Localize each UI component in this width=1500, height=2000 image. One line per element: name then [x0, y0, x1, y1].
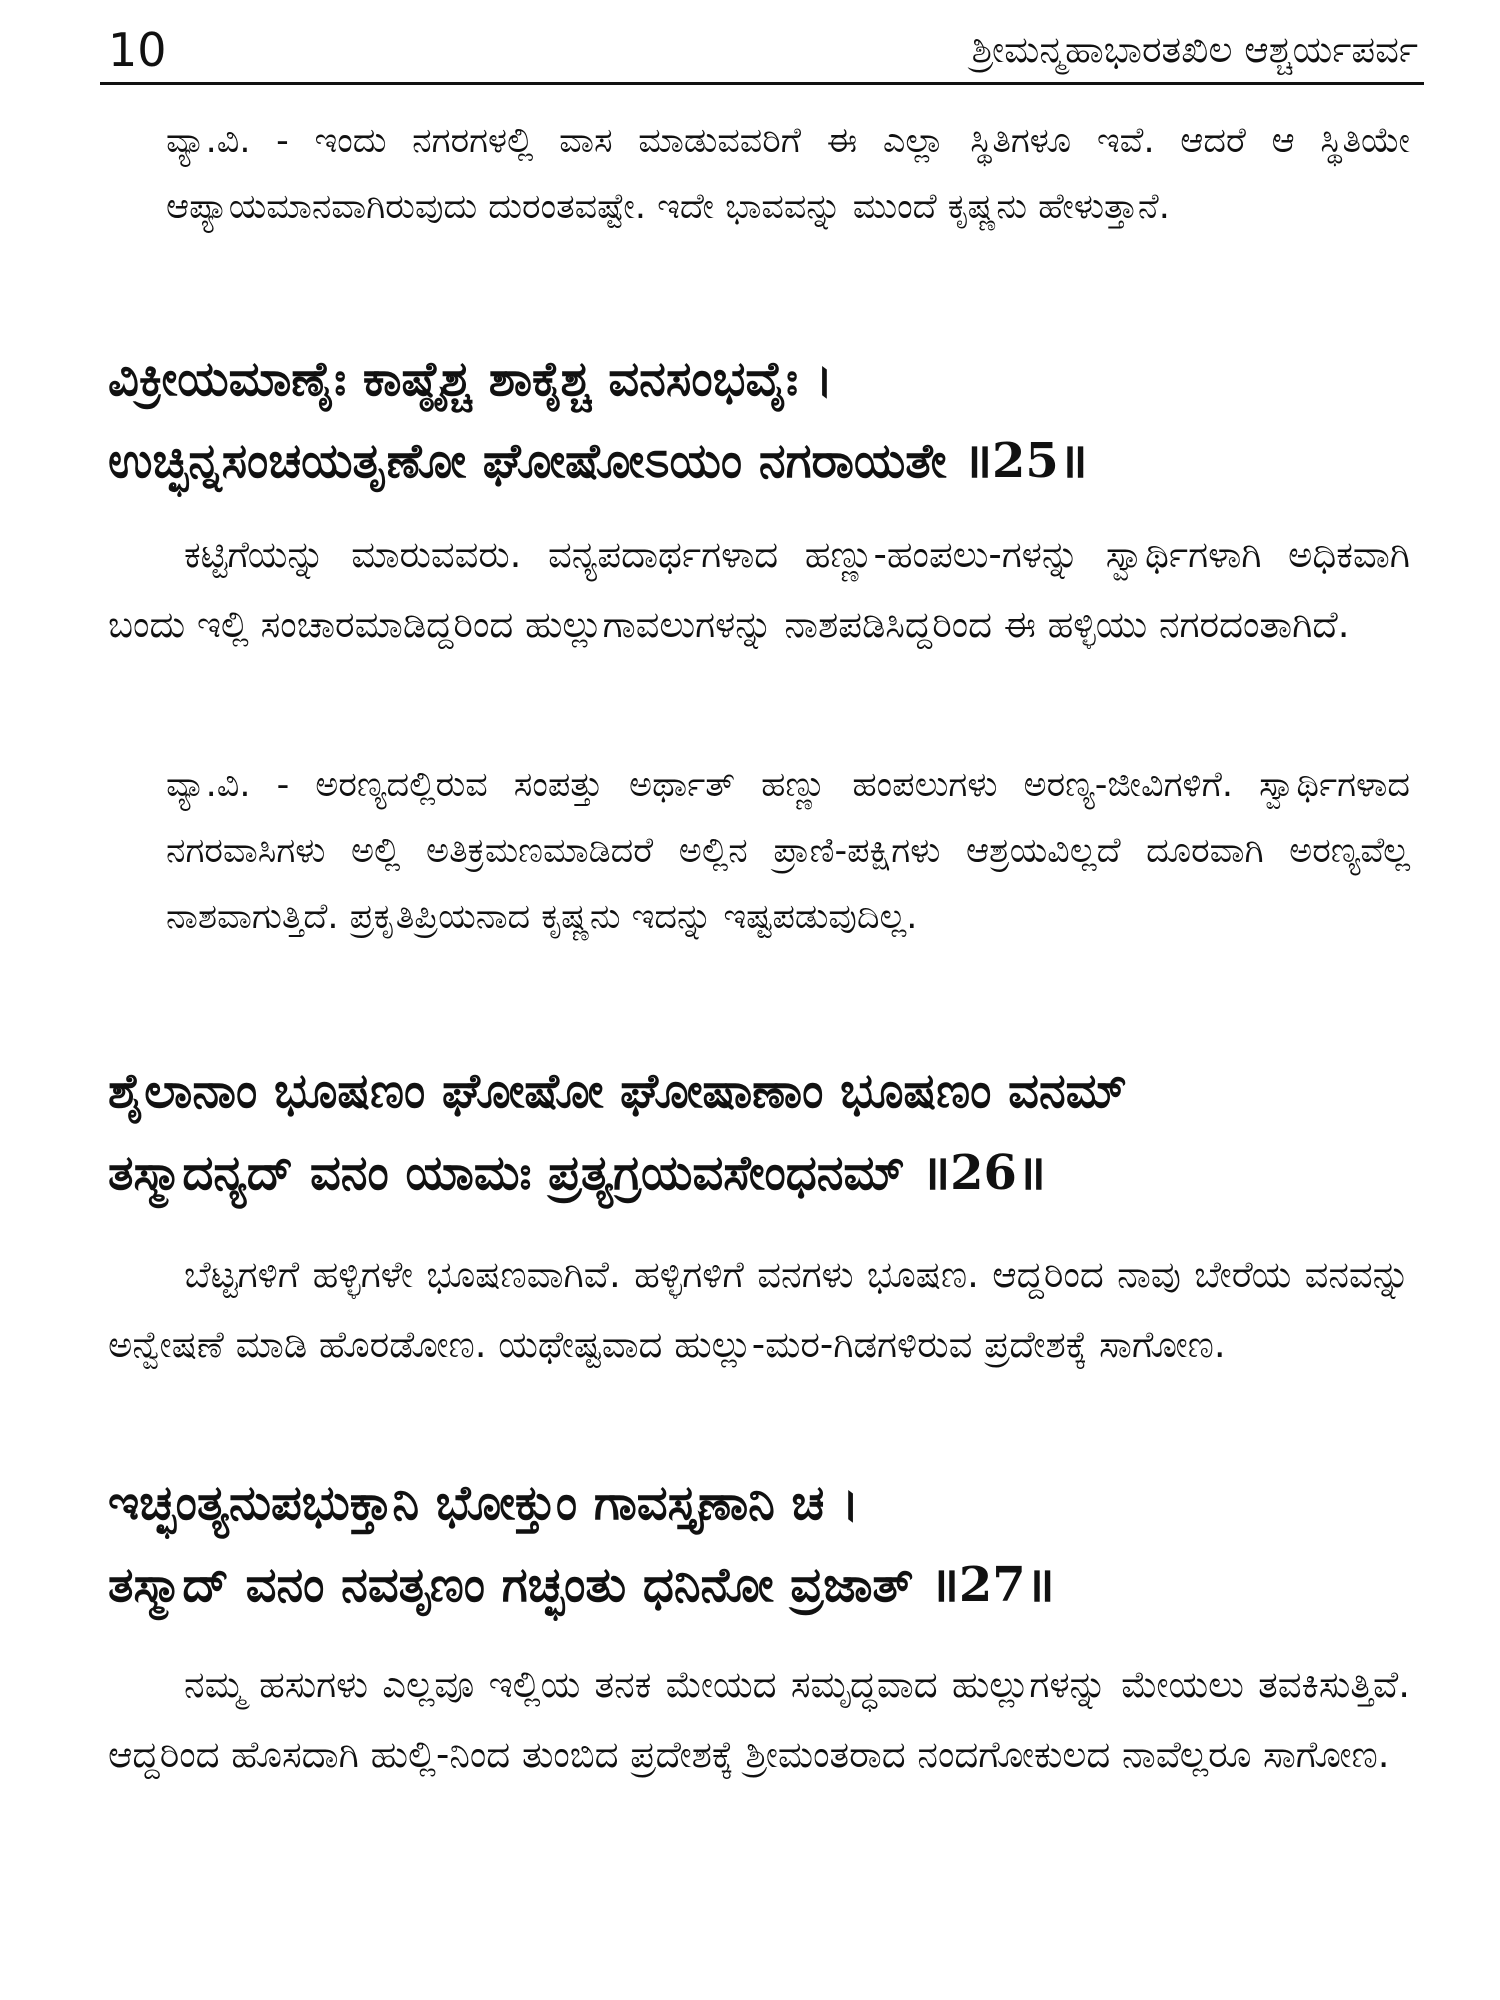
header-rule: [100, 82, 1424, 85]
translation-paragraph: ಕಟ್ಟಿಗೆಯನ್ನು ಮಾರುವವರು. ವನ್ಯಪದಾರ್ಥಗಳಾದ ಹಣ್ಣು-ಹಂಪಲು-ಗಳನ್ನು ಸ್ವಾರ್ಥಿಗಳಾಗಿ ಅಧಿಕವಾಗಿ ಬಂದು ಇಲ್ಲಿ ಸಂಚಾರಮಾಡಿದ್ದರಿಂದ ಹುಲ್ಲುಗಾವಲುಗಳನ್ನು ನಾಶಪಡಿಸಿದ್ದರಿಂದ ಈ ಹಳ್ಳಿಯು ನಗರದಂತಾಗಿದೆ.: [108, 533, 1410, 646]
sanskrit-verse-27: [108, 1462, 1418, 1626]
verse-number: ॥26॥: [921, 1145, 1046, 1201]
page-number: 10: [108, 23, 167, 77]
verse-line-with-number: [108, 1132, 1418, 1214]
verse-line: ಶೈಲಾನಾಂ ಭೂಷಣಂ ಘೋಷೋ ಘೋಷಾಣಾಂ ಭೂಷಣಂ ವನಮ್: [108, 1063, 1127, 1119]
translation-paragraph: ನಮ್ಮ ಹಸುಗಳು ಎಲ್ಲವೂ ಇಲ್ಲಿಯ ತನಕ ಮೇಯದ ಸಮೃದ್ಧವಾದ ಹುಲ್ಲುಗಳನ್ನು ಮೇಯಲು ತವಕಿಸುತ್ತಿವೆ. ಆದ್ದರಿಂದ ಹೊಸದಾಗಿ ಹುಲ್ಲಿ-ನಿಂದ ತುಂಬಿದ ಪ್ರದೇಶಕ್ಕೆ ಶ್ರೀಮಂತರಾದ ನಂದಗೋಕುಲದ ನಾವೆಲ್ಲರೂ ಸಾಗೋಣ.: [108, 1663, 1410, 1776]
verse-line: ವಿಕ್ರೀಯಮಾಣೈಃ ಕಾಷ್ಠೈಶ್ಚ ಶಾಕೈಶ್ಚ ವನಸಂಭವೈಃ ।: [108, 351, 834, 407]
verse-line-with-number: [108, 420, 1418, 502]
commentary-paragraph: ವ್ಯಾ.ವಿ. - ಅರಣ್ಯದಲ್ಲಿರುವ ಸಂಪತ್ತು ಅರ್ಥಾತ್ ಹಣ್ಣು ಹಂಪಲುಗಳು ಅರಣ್ಯ-ಜೀವಿಗಳಿಗೆ. ಸ್ವಾರ್ಥಿಗಳಾದ ನಗರವಾಸಿಗಳು ಅಲ್ಲಿ ಅತಿಕ್ರಮಣಮಾಡಿದರೆ ಅಲ್ಲಿನ ಪ್ರಾಣಿ-ಪಕ್ಷಿಗಳು ಆಶ್ರಯವಿಲ್ಲದೆ ದೂರವಾಗಿ ಅರಣ್ಯವೆಲ್ಲ ನಾಶವಾಗುತ್ತಿದೆ. ಪ್ರಕೃತಿಪ್ರಿಯನಾದ ಕೃಷ್ಣನು ಇದನ್ನು ಇಷ್ಟಪಡುವುದಿಲ್ಲ.: [166, 765, 1410, 937]
verse-line-with-number: [108, 1544, 1418, 1626]
verse-number: ॥27॥: [930, 1557, 1055, 1613]
sanskrit-verse-26: [108, 1050, 1418, 1214]
sanskrit-verse-25: [108, 338, 1418, 502]
verse-line-text: ತಸ್ಮಾದನ್ಯದ್ ವನಂ ಯಾಮಃ ಪ್ರತ್ಯಗ್ರಯವಸೇಂಧನಮ್: [108, 1145, 905, 1201]
verse-line: ಇಚ್ಛಂತ್ಯನುಪಭುಕ್ತಾನಿ ಭೋಕ್ತುಂ ಗಾವಸ್ತೃಣಾನಿ ಚ ।: [108, 1475, 860, 1531]
verse-number: ॥25॥: [963, 433, 1088, 489]
verse-line-text: ತಸ್ಮಾದ್ ವನಂ ನವತೃಣಂ ಗಚ್ಛಂತು ಧನಿನೋ ವ್ರಜಾತ್: [108, 1557, 914, 1613]
translation-paragraph: ಬೆಟ್ಟಗಳಿಗೆ ಹಳ್ಳಿಗಳೇ ಭೂಷಣವಾಗಿವೆ. ಹಳ್ಳಿಗಳಿಗೆ ವನಗಳು ಭೂಷಣ. ಆದ್ದರಿಂದ ನಾವು ಬೇರೆಯ ವನವನ್ನು ಅನ್ವೇಷಣೆ ಮಾಡಿ ಹೊರಡೋಣ. ಯಥೇಷ್ಟವಾದ ಹುಲ್ಲು-ಮರ-ಗಿಡಗಳಿರುವ ಪ್ರದೇಶಕ್ಕೆ ಸಾಗೋಣ.: [108, 1253, 1410, 1366]
commentary-paragraph: ವ್ಯಾ.ವಿ. - ಇಂದು ನಗರಗಳಲ್ಲಿ ವಾಸ ಮಾಡುವವರಿಗೆ ಈ ಎಲ್ಲಾ ಸ್ಥಿತಿಗಳೂ ಇವೆ. ಆದರೆ ಆ ಸ್ಥಿತಿಯೇ ಆಪ್ಯಾಯಮಾನವಾಗಿರುವುದು ದುರಂತವಷ್ಟೇ. ಇದೇ ಭಾವವನ್ನು ಮುಂದೆ ಕೃಷ್ಣನು ಹೇಳುತ್ತಾನೆ.: [166, 121, 1410, 227]
verse-line-text: ಉಚ್ಛಿನ್ನಸಂಚಯತೃಣೋ ಘೋಷೋಽಯಂ ನಗರಾಯತೇ: [108, 433, 947, 489]
running-header-title: ಶ್ರೀಮನ್ಮಹಾಭಾರತಖಿಲ ಆಶ್ಚರ್ಯಪರ್ವ: [971, 28, 1418, 71]
